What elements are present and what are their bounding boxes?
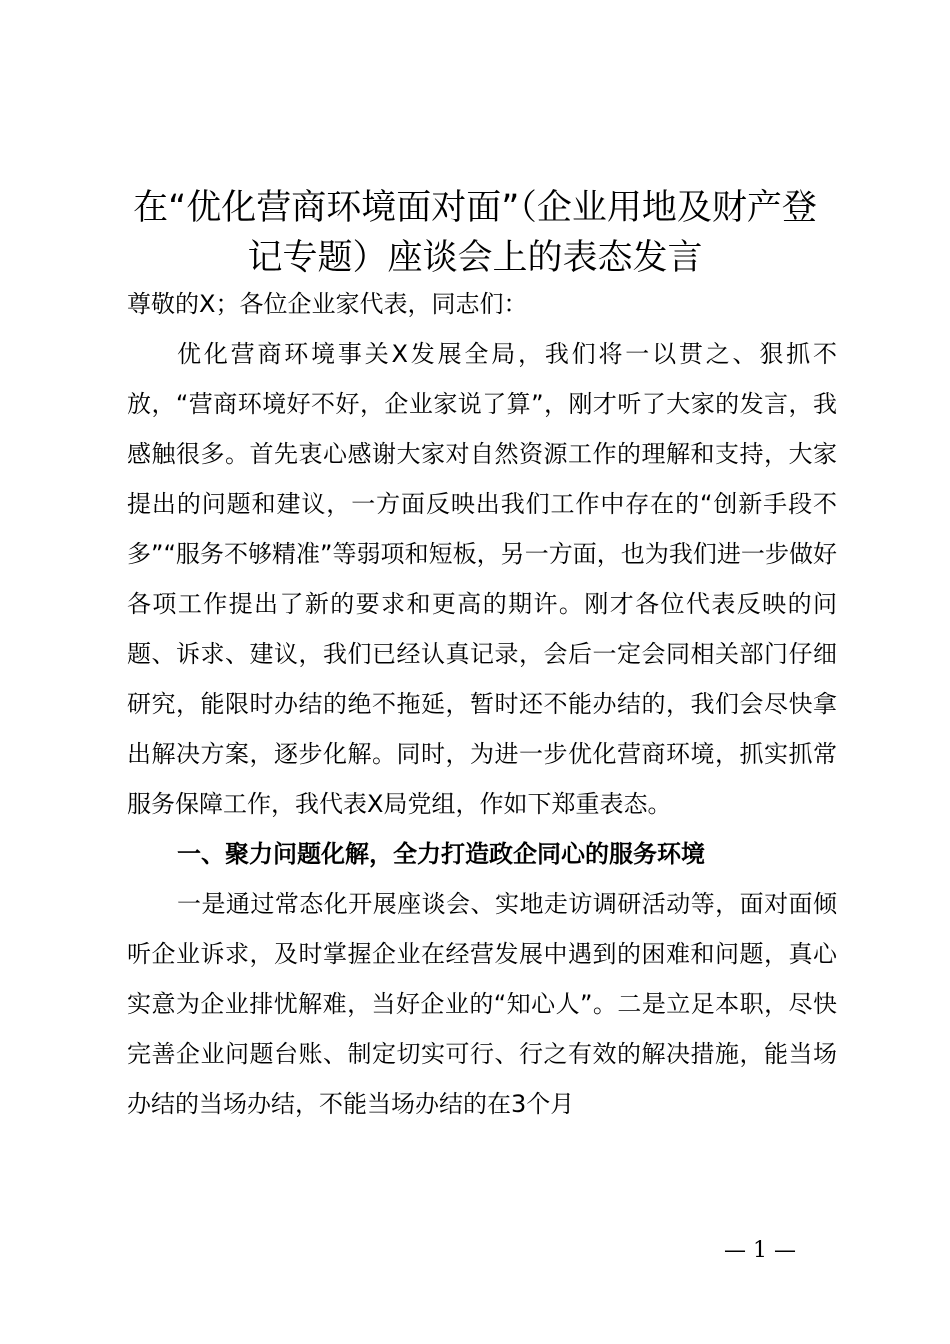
title-line-1: 在“优化营商环境面对面”（企业用地及财产登: [133, 188, 817, 228]
paragraph-intro: 优化营商环境事关X发展全局，我们将一以贯之、狠抓不放，“营商环境好不好，企业家说了算”，刚才听了大家的发言，我感触很多。首先衷心感谢大家对自然资源工作的理解和支持，大家提出的问题和建议，一方面反映出我们工作中存在的“创新手段不多”“服务不够精准”等弱项和短板，另一方面，也为我们进一步做好各项工作提出了新的要求和更高的期许。刚才各位代表反映的问题、诉求、建议，我们已经认真记录，会后一定会同相关部门仔细研究，能限时办结的绝不拖延，暂时还不能办结的，我们会尽快拿出解决方案，逐步化解。同时，为进一步优化营商环境，抓实抓常服务保障工作，我代表X局党组，作如下郑重表态。: [127, 340, 837, 818]
page-number: — 1 —: [724, 1238, 796, 1263]
section-heading-1: 一、聚力问题化解，全力打造政企同心的服务环境: [177, 840, 705, 868]
document-title: [100, 183, 850, 283]
title-line-2: 记专题）座谈会上的表态发言: [247, 238, 703, 278]
document-body: [127, 279, 837, 1129]
paragraph-section-1: 一是通过常态化开展座谈会、实地走访调研活动等，面对面倾听企业诉求，及时掌握企业在经营发展中遇到的困难和问题，真心实意为企业排忧解难，当好企业的“知心人”。二是立足本职，尽快完善企业问题台账、制定切实可行、行之有效的解决措施，能当场办结的当场办结，不能当场办结的在3个月: [127, 890, 837, 1118]
greeting: 尊敬的X；各位企业家代表，同志们：: [127, 290, 528, 318]
